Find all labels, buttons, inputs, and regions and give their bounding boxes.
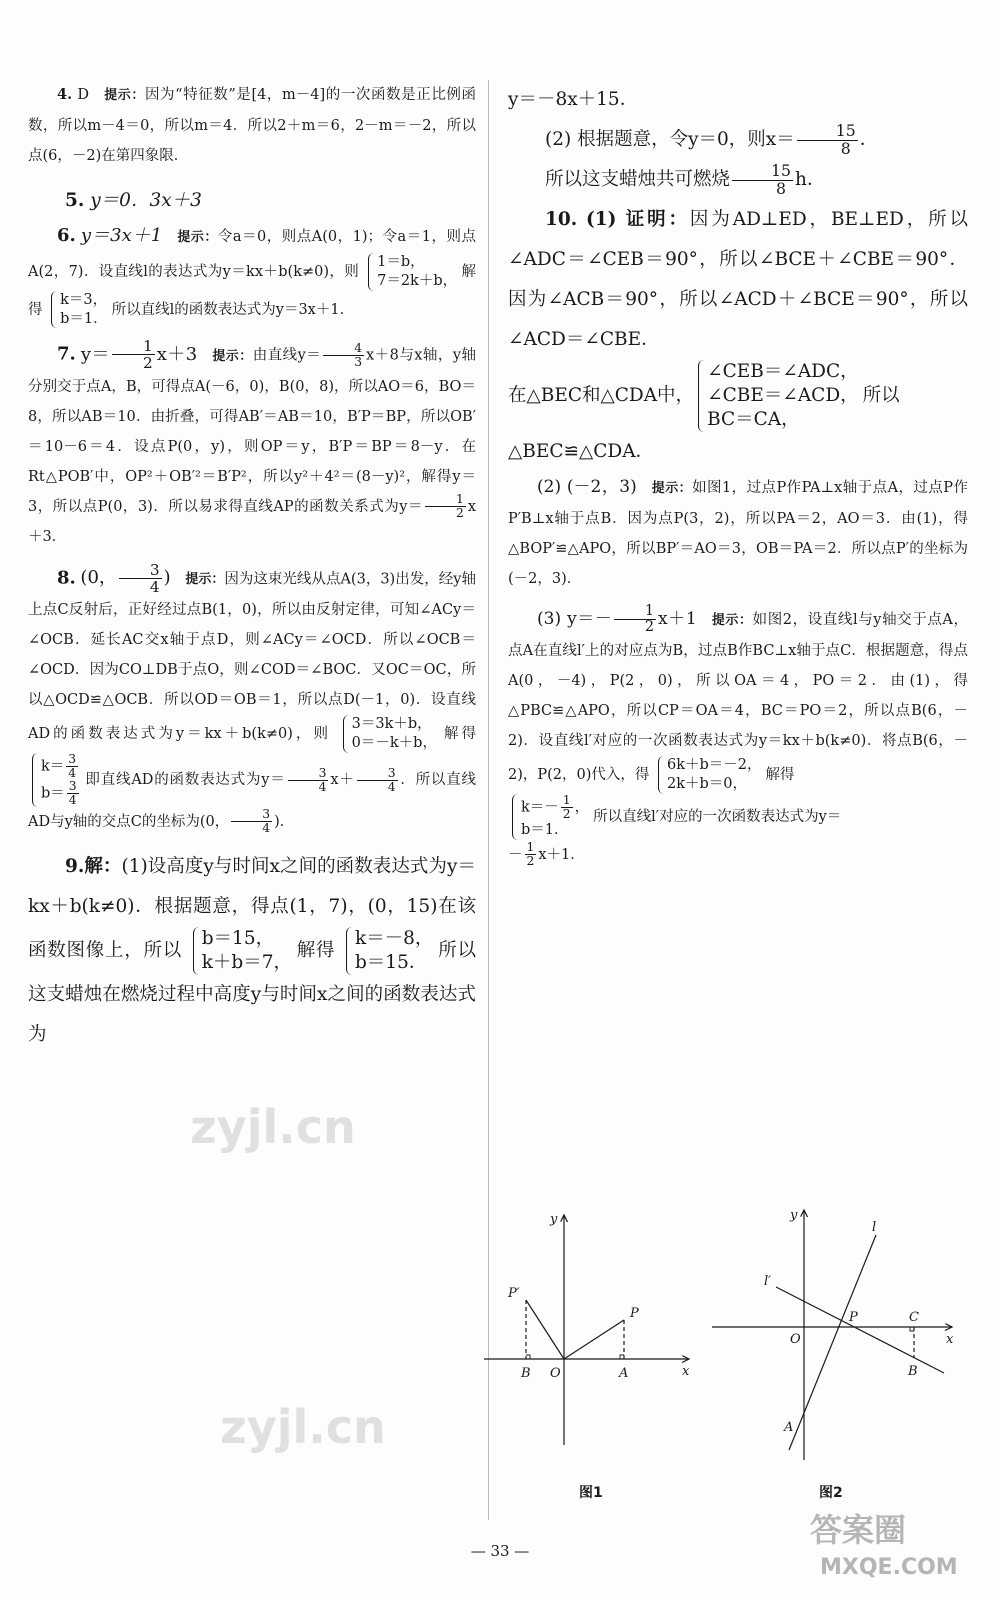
question-10-part-2: (2) (－2，3) 提示：如图1，过点P作PA⊥x轴于点A，过点P作P′B⊥x轴于点B．因为点P(3，2)，所以PA＝2，AO＝3．由(1)，得△BOP′≌△APO，所以BP′＝AO＝3，OB＝PA＝2．所以点P′的坐标为(－2，3)． — [508, 477, 968, 588]
question-8: 8. (0， $\frac{3}{4}$ ) 提示：因为这束光线从点A(3，3)出发，经y轴上点C反射后，正好经过点B(1，0)，所以由反射定律，可知∠ACy＝∠OCB．延长AC交x轴于点D，则∠ACy＝∠OCD．所以∠OCB＝∠OCD．因为CO⊥DB于点O，则∠COD＝∠BOC．又OC＝OC，所以△OCD≌△OCB．所以OD＝OB＝1，所以点D(－1，0)．设直线AD的函数表达式为y＝kx＋b(k≠0)，则 3＝3k＋b， 0＝－k＋b， 解得 k＝ $\frac{3}{4}$ b＝ $\frac{3}{4}$ 即直线AD的函数表达式为y＝ $\frac{3}{4}$ x＋ $\frac{3}{4}$ ．所以直线AD与y轴的交点C的坐标为(0， $\frac{3}{4}$ )． — [28, 560, 477, 836]
question-4: 4. D 提示：因为“特征数”是[4，m－4]的一次函数是正比例函数，所以m－4＝0，所以m＝4．所以2＋m＝6，2－m＝－2，所以点(6，－2)在第四象限． — [28, 86, 477, 164]
fig1-label-p: P — [630, 1306, 639, 1321]
fig2-label-y: y — [790, 1208, 798, 1223]
fig2-caption: 图2 — [819, 1485, 843, 1501]
equation-system: b＝15， k＋b＝7， — [193, 927, 292, 975]
equation-system: k＝－8， b＝15． — [346, 927, 433, 975]
fig2-line-l — [789, 1235, 876, 1450]
page-number: — 33 — — [470, 1542, 530, 1560]
fig1-label-a: A — [619, 1366, 629, 1381]
fig1-label-pp: P′ — [508, 1286, 520, 1301]
equation-system: k＝－ $\frac{1}{2}$ ， b＝1． — [512, 794, 589, 840]
question-9: 9.解：(1)设高度y与时间x之间的函数表达式为y＝kx＋b(k≠0)．根据题意，得点(1，7)，(0，15)在该函数图像上，所以 b＝15， k＋b＝7， 解得 k＝－8， b＝15． 所以这支蜡烛在燃烧过程中高度y与时间x之间的函数表达式为 — [28, 855, 476, 1045]
question-9-part-2-conclusion: 所以这支蜡烛共可燃烧 $\frac{15}{8}$ h． — [545, 161, 826, 198]
fig2-label-lp: l′ — [764, 1274, 772, 1289]
question-5: 5. y＝0．3x＋3 — [65, 190, 202, 211]
question-7: 7. y＝ $\frac{1}{2}$ x＋3 提示：由直线y＝ $\frac{4}{3}$ x＋8与x轴，y轴分别交于点A，B，可得点A(－6，0)，B(0，8)，所以AO＝6，BO＝8，所以AB＝10．由折叠，可得AB′＝AB＝10，B′P＝BP，所以OB′＝10－6＝4．设点P(0，y)，则OP＝y，B′P＝BP＝8－y．在Rt△POB′中，OP²＋OB′²＝B′P²，所以y²＋4²＝(8－y)²，解得y＝3，所以点P(0，3)．所以易求得直线AP的函数关系式为y＝ $\frac{1}{2}$ x＋3． — [28, 337, 477, 545]
figure-1 — [484, 1215, 689, 1445]
question-10-conclusion: △BEC≌△CDA． — [508, 441, 655, 463]
right-column — [508, 80, 968, 870]
question-9-part-2: (2) 根据题意，令y＝0，则x＝ $\frac{15}{8}$ ． — [545, 121, 879, 158]
figure-2 — [712, 1210, 952, 1460]
equation-system: ∠CEB＝∠ADC， ∠CBE＝∠ACD， BC＝CA， — [698, 360, 859, 432]
fig1-label-y: y — [550, 1212, 558, 1227]
watermark: zyjl.cn — [190, 1100, 356, 1154]
equation-system: 1＝b， 7＝2k＋b， — [368, 253, 457, 291]
figures — [484, 1205, 984, 1505]
fig2-label-x: x — [946, 1332, 954, 1347]
question-10-part-3: (3) y＝－ $\frac{1}{2}$ x＋1 提示：如图2，设直线l与y轴交于点A，点A在直线l′上的对应点为B，过点B作BC⊥x轴于点C．根据题意，得点A(0，－4)，P(2，0)，所以OA＝4，PO＝2．由(1)，得△PBC≌△APO，所以CP＝OA＝4，BC＝PO＝2，所以点B(6，－2)．设直线l′对应的一次函数表达式为y＝kx＋b(k≠0)．将点B(6，－2)，P(2，0)代入，得 6k＋b＝－2， 2k＋b＝0， 解得 — [508, 603, 968, 793]
watermark-logo: 答案圈 — [810, 1511, 907, 1549]
fig2-label-b: B — [908, 1364, 918, 1379]
fig1-label-o: O — [550, 1366, 561, 1381]
question-9-continued: y＝－8x＋15． — [508, 89, 639, 110]
fig2-label-o: O — [790, 1332, 801, 1347]
question-6: 6. y＝3x＋1 提示：令a＝0，则点A(0，1)；令a＝1，则点A(2，7)．设直线l的表达式为y＝kx＋b(k≠0)，则 1＝b， 7＝2k＋b， 解得 k＝3， b＝1． 所以直线l的函数表达式为y＝3x＋1． — [28, 225, 477, 327]
equation-system: 6k＋b＝－2， 2k＋b＝0， — [658, 756, 762, 794]
fig1-segment-op — [564, 1320, 624, 1359]
fig1-segment-opp — [526, 1300, 564, 1359]
fig2-line-lp — [776, 1287, 944, 1373]
watermark: zyjl.cn — [220, 1400, 386, 1454]
question-10-congruence: 在△BEC和△CDA中， ∠CEB＝∠ADC， ∠CBE＝∠ACD， BC＝CA， 所以 — [508, 360, 968, 432]
fig1-caption: 图1 — [579, 1485, 603, 1501]
question-10: 10. (1) 证明：因为AD⊥ED，BE⊥ED，所以∠ADC＝∠CEB＝90°，所以∠BCE＋∠CBE＝90°．因为∠ACB＝90°，所以∠ACD＋∠BCE＝90°，所以∠ACD＝∠CBE． — [508, 209, 969, 350]
equation-system: k＝3， b＝1． — [51, 291, 108, 329]
equation-system: k＝ $\frac{3}{4}$ b＝ $\frac{3}{4}$ — [32, 753, 81, 807]
fig1-label-x: x — [682, 1364, 690, 1379]
fig1-label-b: B — [521, 1366, 531, 1381]
fig2-label-a: A — [784, 1420, 794, 1435]
question-10-part-3-final: － $\frac{1}{2}$ x＋1． — [508, 840, 585, 869]
watermark-site: MXQE.COM — [820, 1555, 958, 1580]
equation-system: 3＝3k＋b， 0＝－k＋b， — [343, 715, 437, 753]
fig2-label-c: C — [909, 1310, 919, 1325]
fig2-label-p: P — [849, 1310, 858, 1325]
fig2-label-l: l — [872, 1220, 877, 1235]
question-10-part-3-result: k＝－ $\frac{1}{2}$ ， b＝1． 所以直线l′对应的一次函数表达式为y＝ — [508, 794, 968, 840]
left-column — [28, 80, 476, 1055]
